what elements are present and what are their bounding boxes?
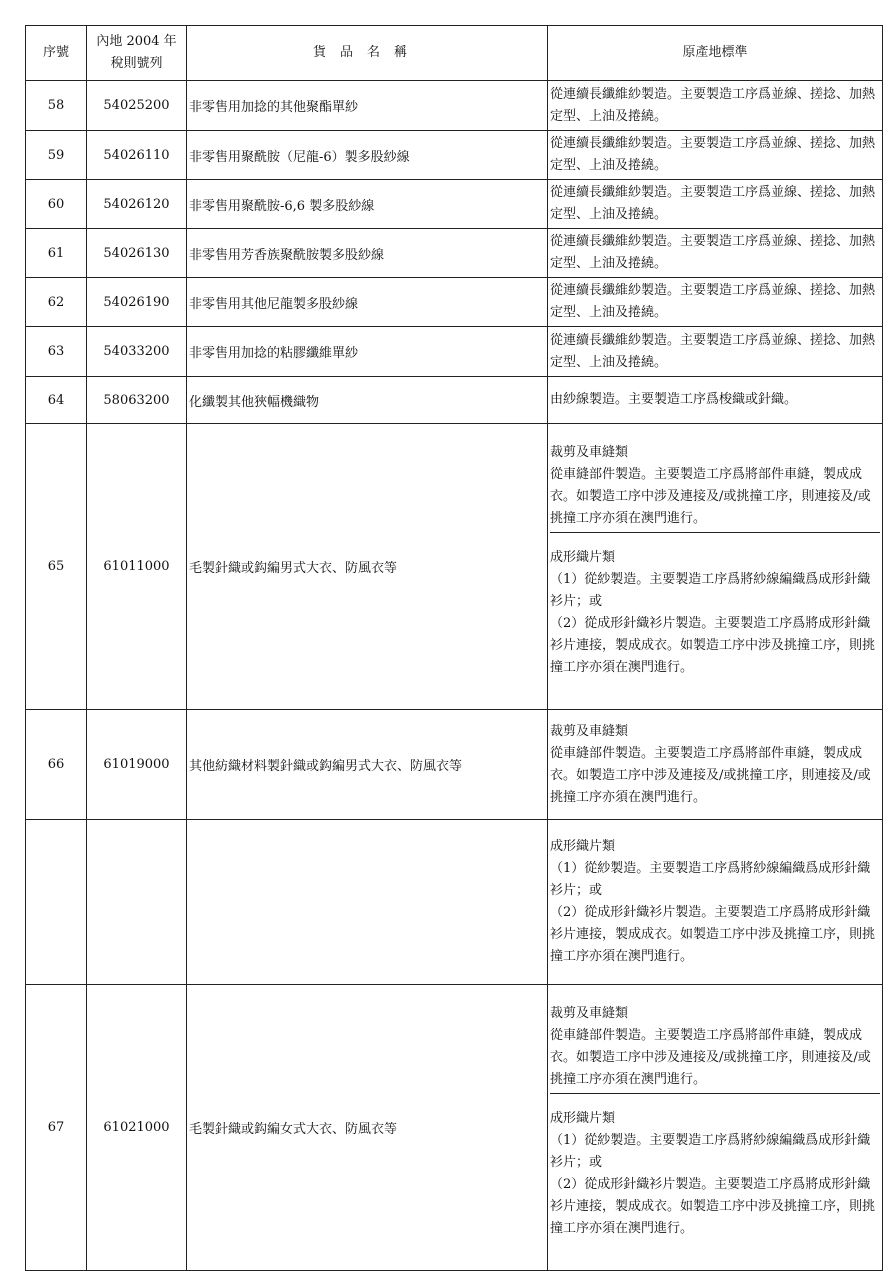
criteria-block (550, 985, 880, 1093)
row-seq: 64 (26, 377, 87, 424)
row-seq: 58 (26, 81, 87, 131)
criteria-line: 裁剪及車縫類 (550, 723, 629, 739)
criteria-line: 成形織片類 (550, 1111, 616, 1126)
criteria-block (550, 82, 880, 130)
row-origin-criteria (548, 81, 883, 131)
row-seq (26, 820, 87, 985)
criteria-block (550, 387, 880, 413)
row-origin-criteria (548, 424, 883, 710)
row-code: 54025200 (87, 81, 187, 131)
row-goods: 其他紡織材料製針織或鈎編男式大衣、防風衣等 (187, 710, 548, 820)
row-origin-criteria (548, 377, 883, 424)
row-origin-criteria (548, 180, 883, 229)
criteria-block (550, 229, 880, 277)
table-row (26, 81, 883, 131)
criteria-line: （1）從紗製造。主要製造工序爲將紗線編織爲成形針織衫片；或 (550, 861, 871, 898)
table-row (26, 278, 883, 327)
criteria-line: 從連續長纖維紗製造。主要製造工序爲並線、搓捻、加熱定型、上油及捲繞。 (550, 136, 876, 173)
criteria-line: 從連續長纖維紗製造。主要製造工序爲並線、搓捻、加熱定型、上油及捲繞。 (550, 283, 876, 320)
row-origin-criteria (548, 278, 883, 327)
header-goods: 貨品名稱 (187, 26, 548, 81)
table-row (26, 820, 883, 985)
row-origin-criteria (548, 820, 883, 985)
row-code: 61011000 (87, 424, 187, 710)
criteria-line: 成形織片類 (550, 839, 616, 854)
criteria-line: 從連續長纖維紗製造。主要製造工序爲並線、搓捻、加熱定型、上油及捲繞。 (550, 234, 876, 271)
row-code: 54033200 (87, 327, 187, 377)
criteria-block (550, 180, 880, 228)
criteria-block (550, 719, 880, 811)
table-header (26, 26, 883, 81)
criteria-block (550, 278, 880, 326)
row-seq: 61 (26, 229, 87, 278)
criteria-line: 從車縫部件製造。主要製造工序爲將部件車縫，製成成衣。如製造工序中涉及連接及/或挑撞工序，則連接及/或挑撞工序亦須在澳門進行。 (550, 745, 871, 805)
row-seq: 63 (26, 327, 87, 377)
row-seq: 62 (26, 278, 87, 327)
criteria-line: 裁剪及車縫類 (550, 1006, 629, 1021)
row-goods (187, 820, 548, 985)
row-seq: 67 (26, 985, 87, 1271)
criteria-line: 從連續長纖維紗製造。主要製造工序爲並線、搓捻、加熱定型、上油及捲繞。 (550, 332, 876, 370)
row-seq: 59 (26, 131, 87, 180)
row-origin-criteria (548, 710, 883, 820)
criteria-block (550, 532, 880, 709)
criteria-line: 從連續長纖維紗製造。主要製造工序爲並線、搓捻、加熱定型、上油及捲繞。 (550, 86, 876, 124)
row-origin-criteria (548, 985, 883, 1271)
criteria-line: 成形織片類 (550, 550, 616, 565)
row-code: 61019000 (87, 710, 187, 820)
row-code: 54026120 (87, 180, 187, 229)
table-row (26, 985, 883, 1271)
row-goods: 非零售用聚酰胺（尼龍-6）製多股紗線 (187, 131, 548, 180)
criteria-line: 從連續長纖維紗製造。主要製造工序爲並線、搓捻、加熱定型、上油及捲繞。 (550, 185, 876, 222)
header-code: 內地 2004 年 稅則號列 (87, 26, 187, 81)
table-row (26, 180, 883, 229)
row-seq: 65 (26, 424, 87, 710)
row-goods: 毛製針織或鈎編男式大衣、防風衣等 (187, 424, 548, 710)
table-row (26, 229, 883, 278)
row-code: 54026190 (87, 278, 187, 327)
table-row (26, 131, 883, 180)
origin-rules-table (25, 25, 883, 1271)
row-code: 58063200 (87, 377, 187, 424)
row-origin-criteria (548, 229, 883, 278)
row-origin-criteria (548, 131, 883, 180)
table-row (26, 424, 883, 710)
row-code: 54026110 (87, 131, 187, 180)
criteria-line: （1）從紗製造。主要製造工序爲將紗線編織爲成形針織衫片；或 (550, 572, 871, 609)
criteria-line: 裁剪及車縫類 (550, 445, 629, 460)
criteria-block (550, 1093, 880, 1270)
row-seq: 60 (26, 180, 87, 229)
criteria-line: （2）從成形針織衫片製造。主要製造工序爲將成形針織衫片連接，製成成衣。如製造工序中涉及挑撞工序，則挑撞工序亦須在澳門進行。 (550, 616, 876, 675)
criteria-block (550, 834, 880, 970)
row-goods: 非零售用加捻的其他聚酯單紗 (187, 81, 548, 131)
row-code: 61021000 (87, 985, 187, 1271)
criteria-line: 由紗線製造。主要製造工序爲梭織或針織。 (550, 392, 798, 407)
row-seq: 66 (26, 710, 87, 820)
header-seq: 序號 (26, 26, 87, 81)
criteria-block (550, 131, 880, 179)
row-code: 54026130 (87, 229, 187, 278)
criteria-line: （2）從成形針織衫片製造。主要製造工序爲將成形針織衫片連接，製成成衣。如製造工序中涉及挑撞工序，則挑撞工序亦須在澳門進行。 (550, 905, 876, 964)
row-goods: 非零售用加捻的粘膠纖維單紗 (187, 327, 548, 377)
row-goods: 非零售用聚酰胺-6,6 製多股紗線 (187, 180, 548, 229)
criteria-line: 從車縫部件製造。主要製造工序爲將部件車縫，製成成衣。如製造工序中涉及連接及/或挑撞工序，則連接及/或挑撞工序亦須在澳門進行。 (550, 1028, 871, 1087)
row-code (87, 820, 187, 985)
header-origin: 原產地標準 (548, 26, 883, 81)
criteria-block (550, 424, 880, 532)
criteria-block (550, 328, 880, 376)
table-row (26, 327, 883, 377)
criteria-line: （1）從紗製造。主要製造工序爲將紗線編織爲成形針織衫片；或 (550, 1133, 871, 1170)
table-row (26, 710, 883, 820)
row-goods: 非零售用芳香族聚酰胺製多股紗線 (187, 229, 548, 278)
row-origin-criteria (548, 327, 883, 377)
criteria-line: 從車縫部件製造。主要製造工序爲將部件車縫，製成成衣。如製造工序中涉及連接及/或挑撞工序，則連接及/或挑撞工序亦須在澳門進行。 (550, 467, 871, 526)
criteria-line: （2）從成形針織衫片製造。主要製造工序爲將成形針織衫片連接，製成成衣。如製造工序中涉及挑撞工序，則挑撞工序亦須在澳門進行。 (550, 1177, 876, 1236)
row-goods: 毛製針織或鈎編女式大衣、防風衣等 (187, 985, 548, 1271)
table-row (26, 377, 883, 424)
row-goods: 非零售用其他尼龍製多股紗線 (187, 278, 548, 327)
row-goods: 化纖製其他狹幅機織物 (187, 377, 548, 424)
